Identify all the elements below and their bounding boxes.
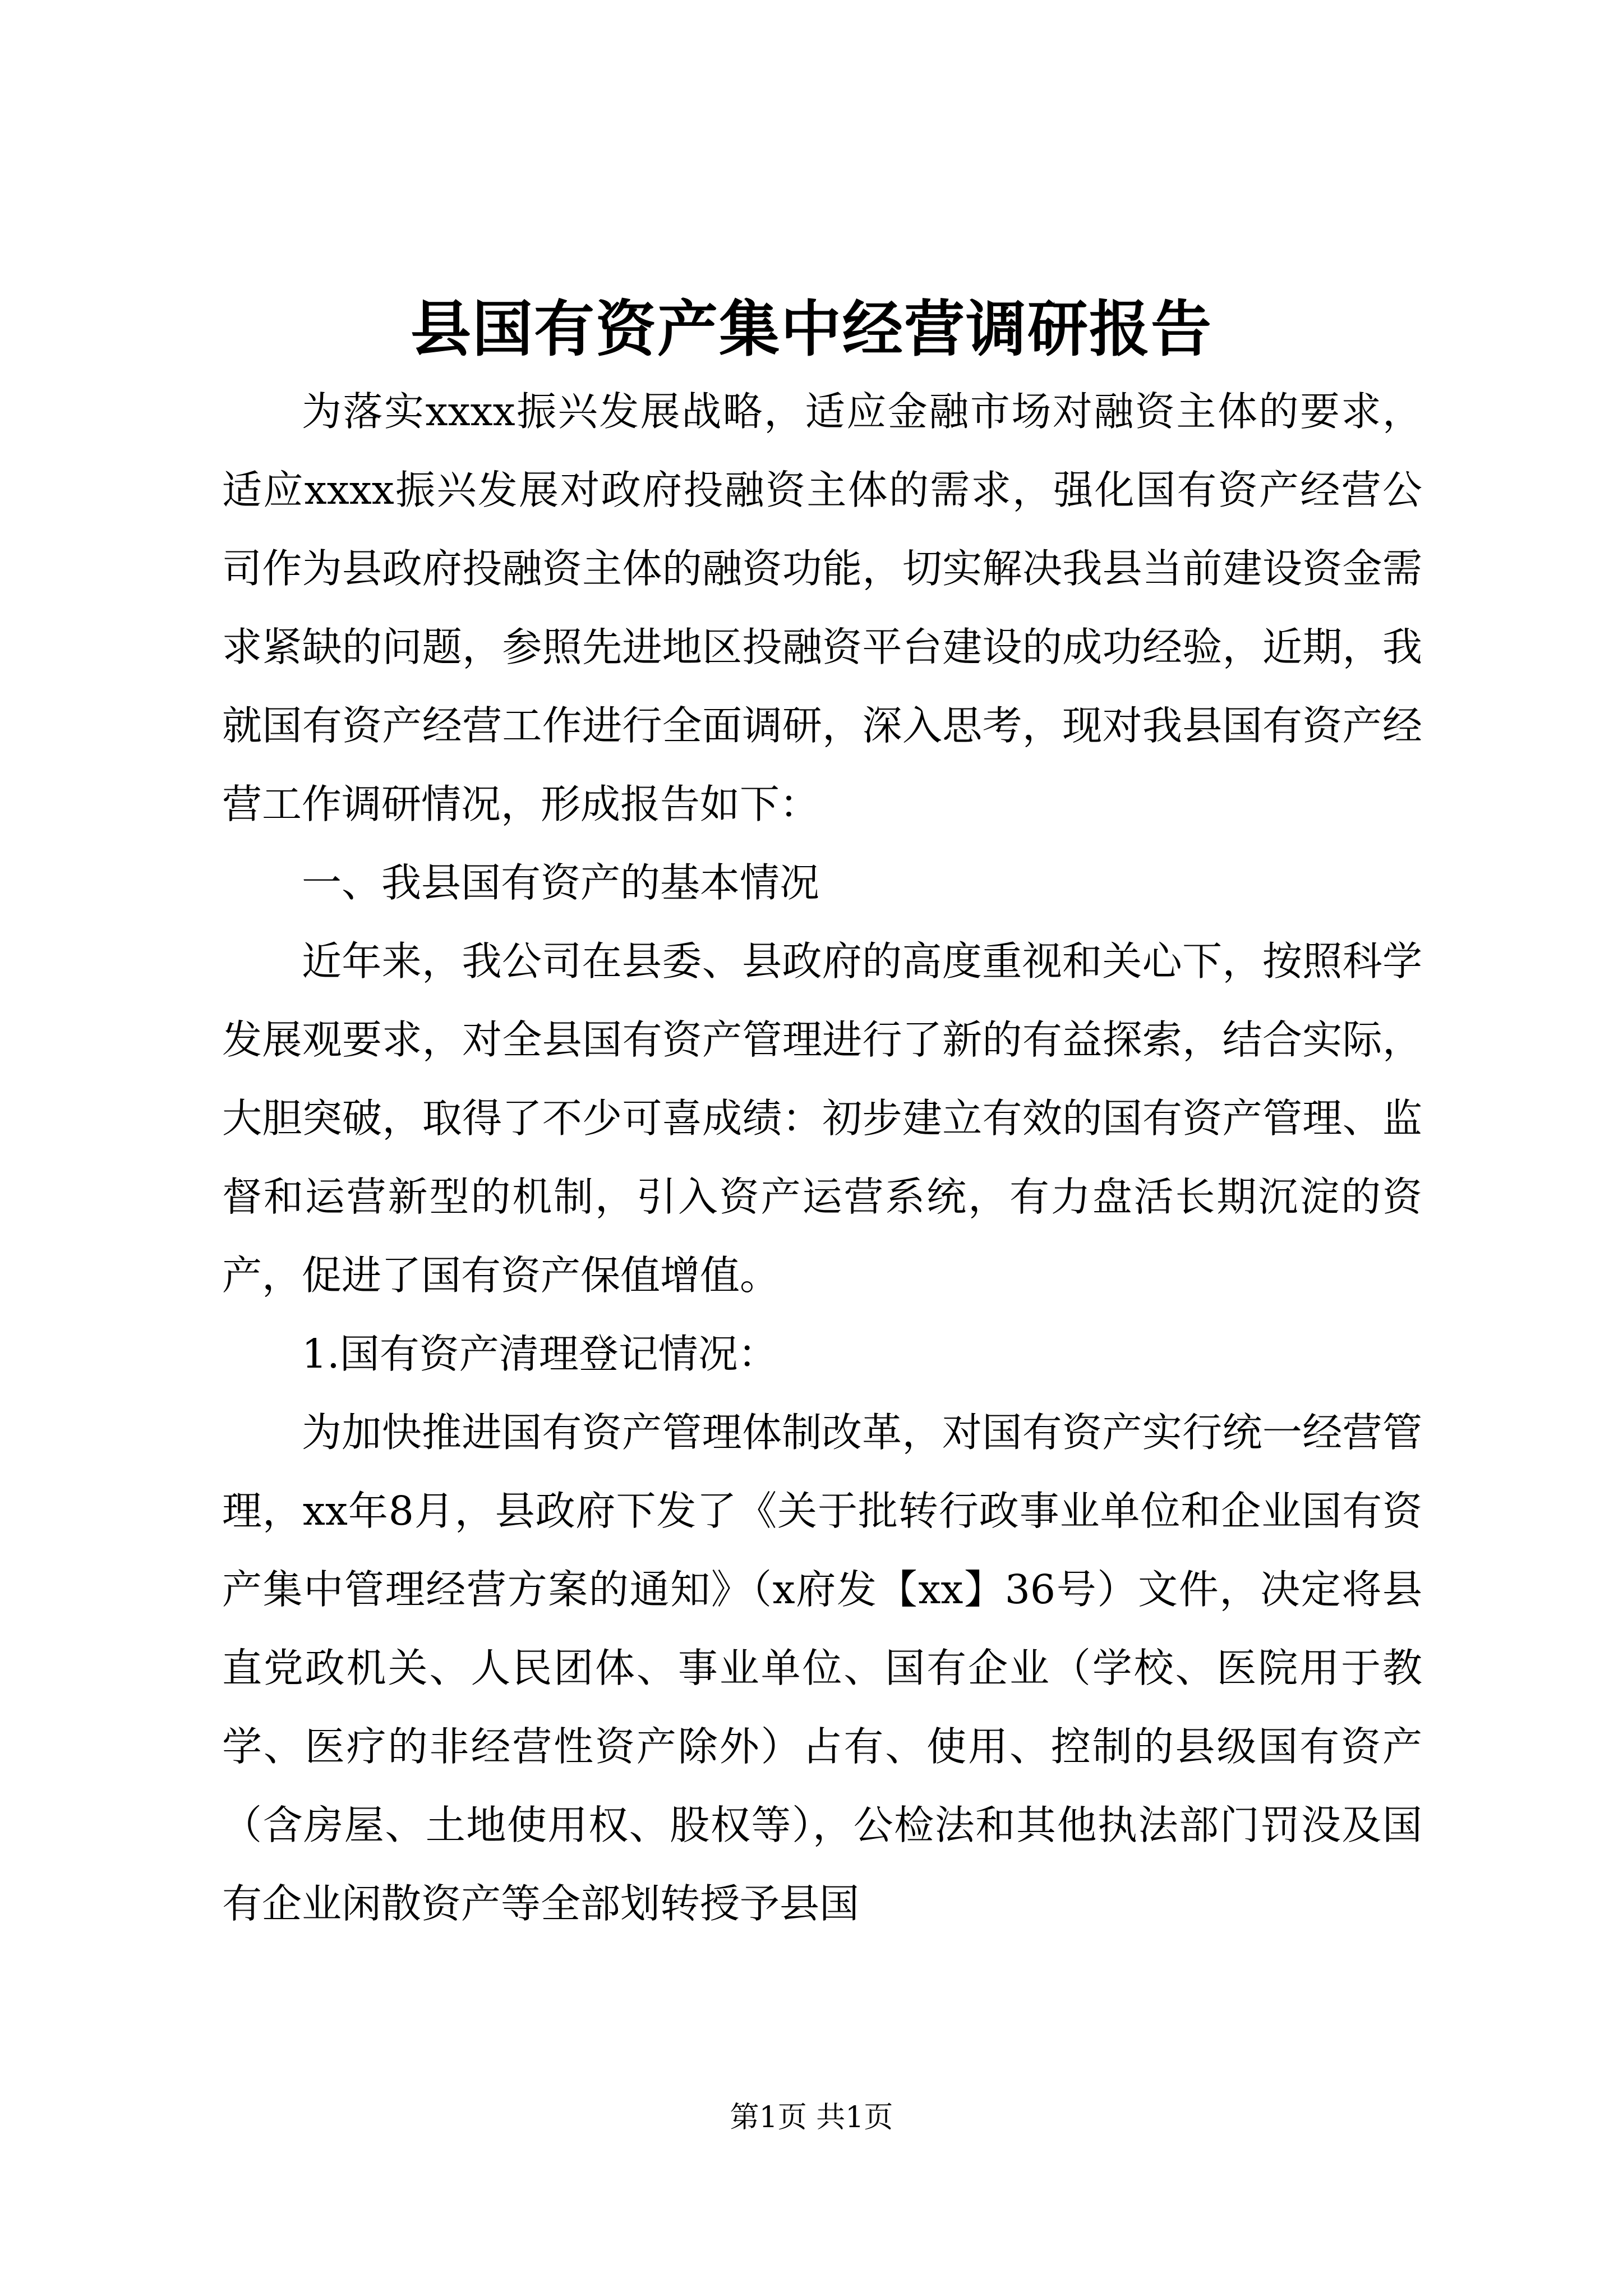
section-heading-1: 一、我县国有资产的基本情况 — [302, 859, 820, 906]
subsection-heading-1: 1.国有资产清理登记情况： — [302, 1331, 778, 1377]
document-body — [222, 372, 1422, 1943]
paragraph-intro: 为落实xxxx振兴发展战略，适应金融市场对融资主体的要求，适应xxxx振兴发展对政府投融资主体的需求，强化国有资产经营公司作为县政府投融资主体的融资功能，切实解决我县当前建设资金需求紧缺的问题，参照先进地区投融资平台建设的成功经验，近期，我就国有资产经营工作进行全面调研，深入思考，现对我县国有资产经营工作调研情况，形成报告如下： — [222, 388, 1422, 827]
paragraph-overview: 近年来，我公司在县委、县政府的高度重视和关心下，按照科学发展观要求，对全县国有资产管理进行了新的有益探索，结合实际，大胆突破，取得了不少可喜成绩：初步建立有效的国有资产管理、监督和运营新型的机制，引入资产运营系统，有力盘活长期沉淀的资产，促进了国有资产保值增值。 — [222, 938, 1422, 1299]
paragraph-registration: 为加快推进国有资产管理体制改革，对国有资产实行统一经营管理，xx年8月，县政府下发了《关于批转行政事业单位和企业国有资产集中管理经营方案的通知》（x府发【xx】36号）文件，决定将县直党政机关、人民团体、事业单位、国有企业（学校、医院用于教学、医疗的非经营性资产除外）占有、使用、控制的县级国有资产（含房屋、土地使用权、股权等），公检法和其他执法部门罚没及国有企业闲散资产等全部划转授予县国 — [222, 1409, 1422, 1927]
page-number-footer: 第1页 共1页 — [730, 2101, 893, 2134]
document-title: 县国有资产集中经营调研报告 — [410, 294, 1212, 365]
